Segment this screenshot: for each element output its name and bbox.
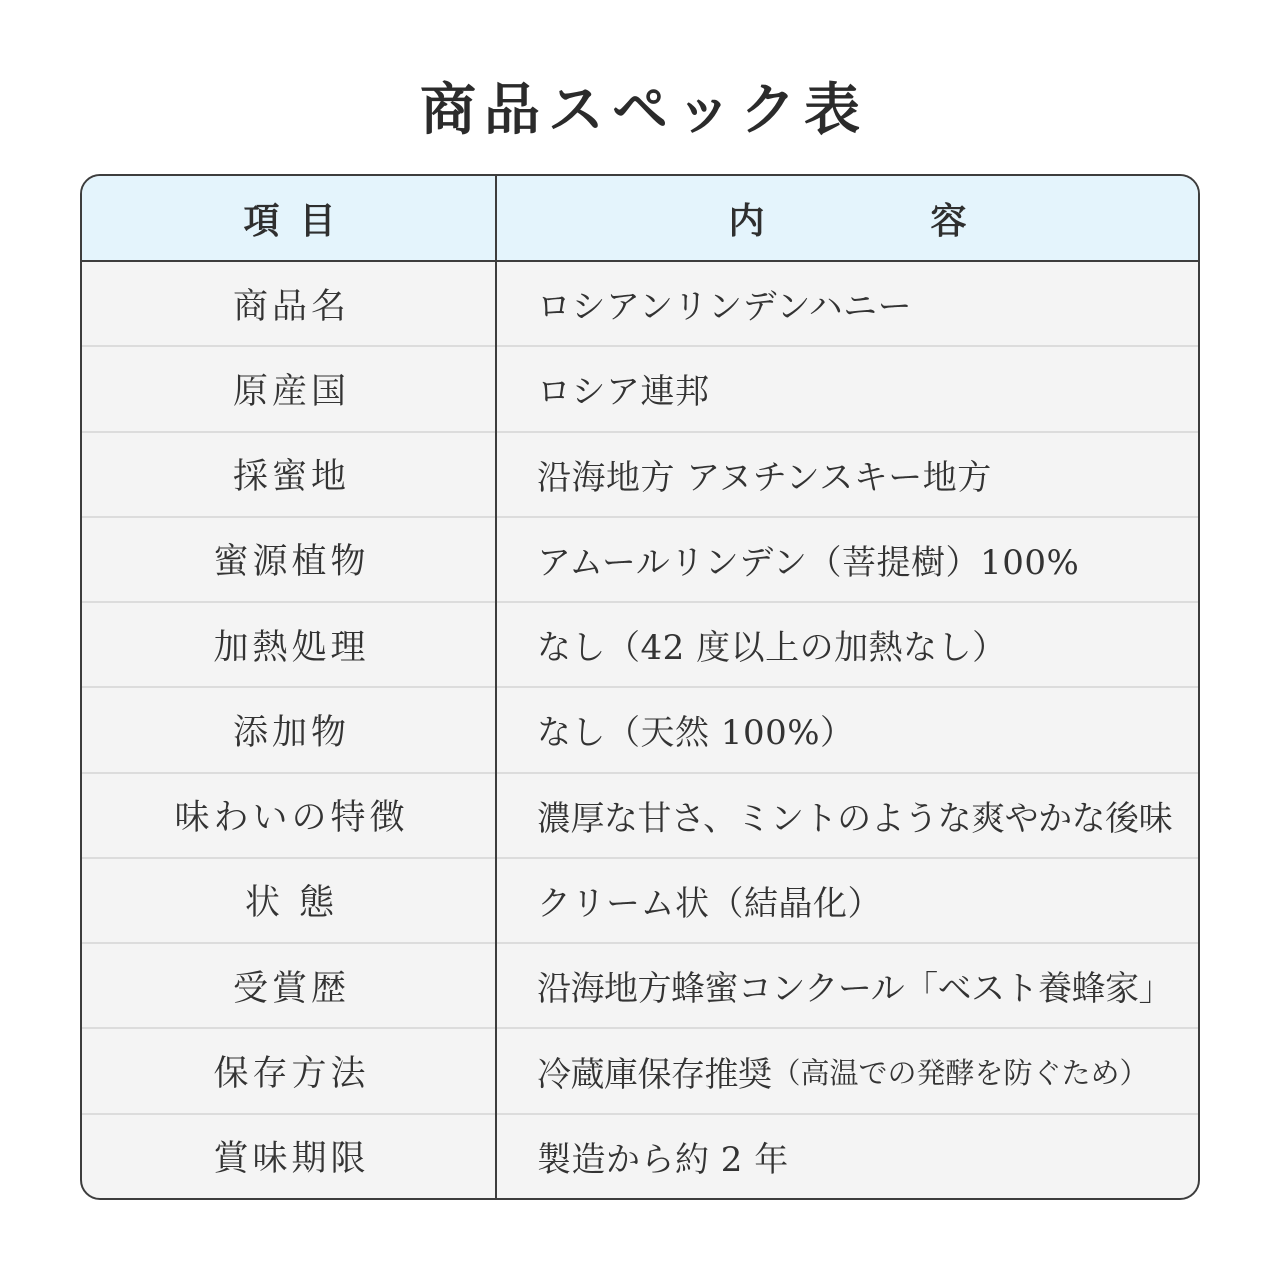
row-label-cell (82, 433, 497, 516)
table-row (82, 431, 1198, 516)
row-label-cell (82, 603, 497, 686)
row-value: クリーム状（結晶化） (537, 883, 882, 924)
row-label: 味わいの特徴 (174, 798, 409, 839)
row-value: 冷蔵庫保存推奨 (537, 1054, 772, 1095)
row-value: なし（天然 100%） (537, 713, 855, 754)
row-value: なし（42 度以上の加熱なし） (537, 628, 1007, 669)
table-row (82, 262, 1198, 345)
row-value: アムールリンデン（菩提樹）100% (537, 542, 1080, 583)
row-label: 採蜜地 (232, 457, 350, 498)
table-row (82, 942, 1198, 1027)
row-value-cell (497, 1115, 1198, 1198)
row-value: 製造から約 2 年 (537, 1139, 789, 1180)
row-label-cell (82, 774, 497, 857)
row-value-cell (497, 944, 1198, 1027)
row-label: 蜜源植物 (213, 542, 370, 583)
header-item-cell (82, 176, 497, 260)
row-label: 状 態 (244, 883, 339, 924)
row-value: ロシアンリンデンハニー (537, 287, 913, 328)
row-label-cell (82, 347, 497, 430)
table-row (82, 516, 1198, 601)
table-row (82, 686, 1198, 771)
row-value: 濃厚な甘さ、ミントのような爽やかな後味 (537, 798, 1173, 839)
row-value-cell (497, 518, 1198, 601)
row-label-cell (82, 262, 497, 345)
header-content-label: 内容 (728, 199, 1133, 242)
table-row (82, 772, 1198, 857)
row-label: 加熱処理 (213, 627, 370, 668)
row-label: 商品名 (232, 286, 350, 327)
row-value-cell (497, 688, 1198, 771)
row-value-cell (497, 433, 1198, 516)
row-value-cell (497, 347, 1198, 430)
table-row (82, 1027, 1198, 1112)
row-label-cell (82, 859, 497, 942)
table-row (82, 1113, 1198, 1198)
row-value-cell (497, 262, 1198, 345)
row-label-cell (82, 944, 497, 1027)
row-label-cell (82, 518, 497, 601)
row-label-cell (82, 1115, 497, 1198)
row-label: 賞味期限 (213, 1139, 370, 1180)
row-label-cell (82, 1029, 497, 1112)
row-value: 沿海地方蜂蜜コンクール「ベスト養蜂家」 (537, 969, 1173, 1010)
row-value-note: （高温での発酵を防ぐため） (771, 1055, 1149, 1090)
table-header (82, 176, 1198, 262)
page-title: 商品スペック表 (420, 77, 868, 143)
header-item-label: 項目 (243, 199, 356, 242)
row-label: 受賞歴 (232, 968, 350, 1009)
row-label: 添加物 (232, 712, 350, 753)
row-value: ロシア連邦 (537, 372, 710, 413)
column-divider (495, 176, 497, 1198)
row-value-cell (497, 603, 1198, 686)
row-value-cell (497, 1029, 1198, 1112)
spec-table (80, 174, 1200, 1200)
row-value-cell (497, 859, 1198, 942)
header-content-cell (497, 176, 1198, 260)
row-label-cell (82, 688, 497, 771)
table-row (82, 601, 1198, 686)
row-value-cell (497, 774, 1198, 857)
table-row (82, 345, 1198, 430)
row-label: 保存方法 (213, 1054, 370, 1095)
row-label: 原産国 (232, 371, 350, 412)
table-row (82, 857, 1198, 942)
row-value: 沿海地方 アヌチンスキー地方 (537, 457, 992, 498)
